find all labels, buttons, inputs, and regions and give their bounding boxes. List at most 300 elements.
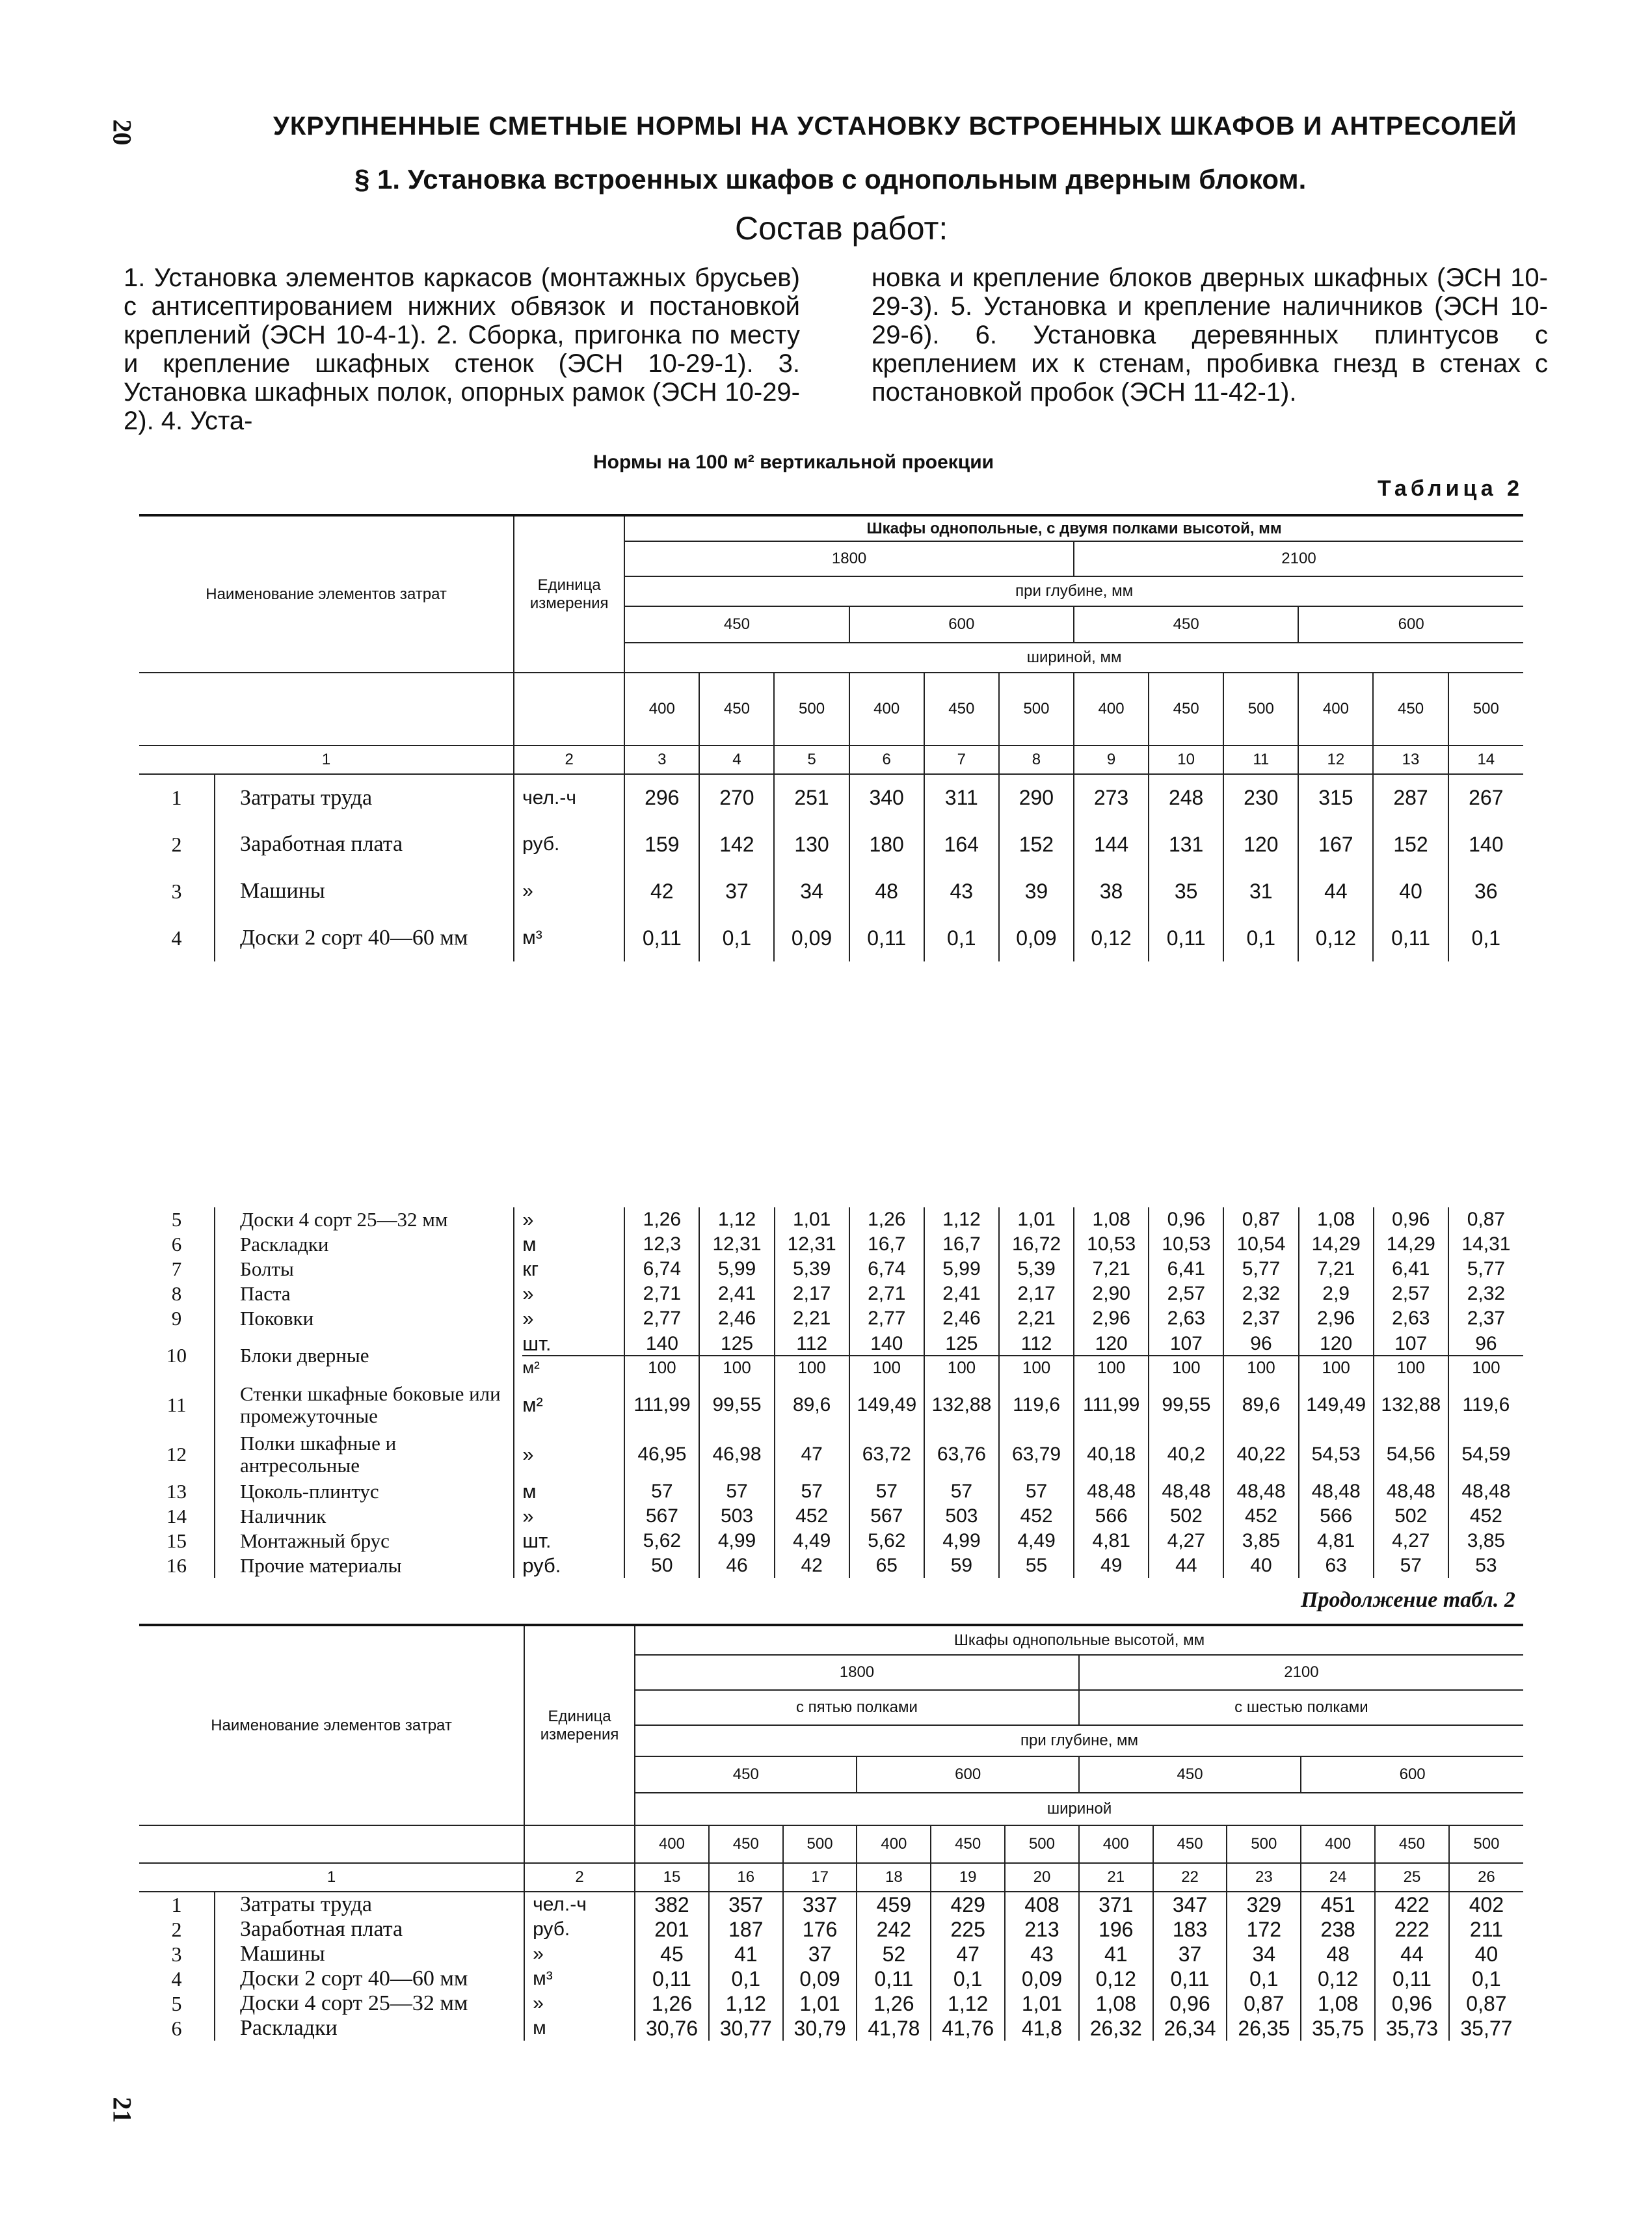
- row-unit: »: [514, 1430, 624, 1479]
- cell-value: 12,31: [699, 1232, 774, 1257]
- cell-value: 230: [1223, 774, 1298, 821]
- cell-value: 99,55: [1149, 1380, 1223, 1430]
- cell-value: 0,11: [849, 915, 924, 961]
- row-name: Доски 2 сорт 40—60 мм: [215, 915, 514, 961]
- cell-value: 2,41: [924, 1282, 999, 1306]
- table-row: [139, 1991, 1523, 2016]
- height-header: 2100: [1079, 1655, 1523, 1690]
- unit-header: Единица измерения: [514, 515, 624, 673]
- column-number: 17: [783, 1863, 857, 1892]
- row-name: Доски 4 сорт 25—32 мм: [215, 1991, 524, 2016]
- cell-numerator: 120: [1320, 1333, 1353, 1354]
- row-name: Доски 4 сорт 25—32 мм: [215, 1207, 514, 1232]
- cell-value: [1223, 1331, 1298, 1380]
- cell-value: 46,95: [624, 1430, 699, 1479]
- cell-value: [924, 1331, 999, 1380]
- cell-value: 57: [1374, 1553, 1448, 1578]
- cell-value: 1,12: [709, 1991, 783, 2016]
- cell-value: 172: [1227, 1917, 1301, 1942]
- column-number: 11: [1223, 745, 1298, 774]
- cell-value: 41,78: [857, 2016, 931, 2041]
- cell-value: 2,46: [924, 1306, 999, 1331]
- row-name: Раскладки: [215, 1232, 514, 1257]
- table-row: [139, 1479, 1523, 1504]
- cell-value: 503: [924, 1504, 999, 1529]
- table-main: [139, 514, 1523, 961]
- cell-value: 1,01: [775, 1207, 849, 1232]
- row-name: Полки шкафные и антресольные: [215, 1430, 514, 1479]
- cell-value: 63: [1299, 1553, 1374, 1578]
- cell-value: 2,46: [699, 1306, 774, 1331]
- cell-value: 0,12: [1298, 915, 1373, 961]
- cell-value: 296: [624, 774, 699, 821]
- row-unit: шт.: [514, 1529, 624, 1553]
- row-name: Доски 2 сорт 40—60 мм: [215, 1966, 524, 1991]
- cell-value: 2,57: [1149, 1282, 1223, 1306]
- table-main-continued: [139, 1207, 1523, 1578]
- cell-value: 429: [931, 1892, 1005, 1917]
- cell-value: 459: [857, 1892, 931, 1917]
- cell-value: 5,62: [849, 1529, 924, 1553]
- cell-value: 311: [924, 774, 999, 821]
- cell-value: 14,29: [1374, 1232, 1448, 1257]
- column-number: 19: [931, 1863, 1005, 1892]
- cell-value: 273: [1074, 774, 1149, 821]
- row-number: 4: [171, 1966, 182, 1991]
- cell-denominator: 100: [1000, 1355, 1073, 1378]
- cell-value: 5,77: [1448, 1257, 1523, 1282]
- group-header: Шкафы однопольные, с двумя полками высотой, мм: [624, 515, 1523, 541]
- row-number: 10: [167, 1344, 187, 1367]
- cell-value: 57: [849, 1479, 924, 1504]
- cell-value: 0,11: [1153, 1966, 1227, 1991]
- cell-value: 0,11: [1375, 1966, 1449, 1991]
- cell-value: 48,48: [1149, 1479, 1223, 1504]
- row-name: Блоки дверные: [215, 1331, 514, 1380]
- row-number: 5: [171, 1991, 182, 2015]
- cell-value: 567: [849, 1504, 924, 1529]
- row-unit: м: [514, 1479, 624, 1504]
- cell-value: 30,77: [709, 2016, 783, 2041]
- width-value: 450: [924, 673, 999, 745]
- cell-value: 0,11: [635, 1966, 709, 1991]
- cell-value: [699, 1331, 774, 1380]
- cell-value: [1074, 1331, 1149, 1380]
- cell-value: 40: [1373, 868, 1448, 915]
- cell-value: 149,49: [849, 1380, 924, 1430]
- table-row: [139, 1282, 1523, 1306]
- width-value: 450: [699, 673, 774, 745]
- unit-value: шт.: [522, 1332, 552, 1355]
- cell-value: 3,85: [1223, 1529, 1298, 1553]
- cell-value: 0,87: [1449, 1991, 1523, 2016]
- cell-value: 290: [999, 774, 1074, 821]
- column-number: 18: [857, 1863, 931, 1892]
- row-unit: »: [514, 1282, 624, 1306]
- width-value: 400: [849, 673, 924, 745]
- cell-value: 41,8: [1005, 2016, 1079, 2041]
- cell-value: 1,26: [624, 1207, 699, 1232]
- table-row: [139, 1306, 1523, 1331]
- cell-value: [1448, 1331, 1523, 1380]
- cell-value: 0,1: [1227, 1966, 1301, 1991]
- cell-numerator: 107: [1394, 1333, 1428, 1354]
- cell-value: 6,41: [1374, 1257, 1448, 1282]
- width-value: 500: [1005, 1825, 1079, 1863]
- column-number: 15: [635, 1863, 709, 1892]
- cell-denominator: 100: [1299, 1355, 1373, 1378]
- cell-value: 337: [783, 1892, 857, 1917]
- row-unit: »: [524, 1942, 635, 1966]
- cell-value: 225: [931, 1917, 1005, 1942]
- row-name: Наличник: [215, 1504, 514, 1529]
- cell-value: 53: [1448, 1553, 1523, 1578]
- cell-value: 37: [783, 1942, 857, 1966]
- width-value: 500: [774, 673, 849, 745]
- cell-value: 44: [1298, 868, 1373, 915]
- cell-value: 0,11: [1373, 915, 1448, 961]
- cell-value: 35,75: [1301, 2016, 1375, 2041]
- row-number: 2: [171, 1917, 182, 1941]
- cell-value: 340: [849, 774, 924, 821]
- cell-value: 201: [635, 1917, 709, 1942]
- cell-value: 5,77: [1223, 1257, 1298, 1282]
- cell-value: 452: [1223, 1504, 1298, 1529]
- cell-denominator: 100: [1374, 1355, 1448, 1378]
- cell-value: 48: [1301, 1942, 1375, 1966]
- cell-value: 46,98: [699, 1430, 774, 1479]
- row-unit: м: [514, 1232, 624, 1257]
- cell-value: 0,11: [1149, 915, 1223, 961]
- cell-value: 4,99: [699, 1529, 774, 1553]
- column-number: 25: [1375, 1863, 1449, 1892]
- cell-value: 1,26: [857, 1991, 931, 2016]
- cell-value: 37: [699, 868, 774, 915]
- cell-value: 41: [709, 1942, 783, 1966]
- cell-value: 0,09: [774, 915, 849, 961]
- cell-value: 238: [1301, 1917, 1375, 1942]
- cell-value: 31: [1223, 868, 1298, 915]
- cell-value: 16,7: [849, 1232, 924, 1257]
- page-number-bottom: 21: [107, 2097, 137, 2123]
- cell-value: 38: [1074, 868, 1149, 915]
- cell-value: 34: [1227, 1942, 1301, 1966]
- column-number: 13: [1373, 745, 1448, 774]
- depth-header: при глубине, мм: [624, 576, 1523, 606]
- width-value: 400: [1074, 673, 1149, 745]
- cell-value: 1,26: [635, 1991, 709, 2016]
- depth-value: 600: [1298, 606, 1523, 643]
- width-value: 400: [1079, 1825, 1153, 1863]
- cell-value: [1149, 1331, 1223, 1380]
- table-row: [139, 868, 1523, 915]
- cell-value: 144: [1074, 821, 1149, 868]
- cell-numerator: 96: [1475, 1333, 1497, 1354]
- cell-value: 2,63: [1149, 1306, 1223, 1331]
- cell-value: 26,35: [1227, 2016, 1301, 2041]
- table-row: [139, 2016, 1523, 2041]
- column-number: 9: [1074, 745, 1149, 774]
- column-number: 24: [1301, 1863, 1375, 1892]
- width-value: 500: [783, 1825, 857, 1863]
- cell-value: 2,96: [1074, 1306, 1149, 1331]
- cell-value: 2,71: [624, 1282, 699, 1306]
- cell-value: 4,49: [775, 1529, 849, 1553]
- row-number: 14: [167, 1505, 187, 1527]
- cell-value: 42: [624, 868, 699, 915]
- cell-value: 63,79: [999, 1430, 1074, 1479]
- cell-value: 99,55: [699, 1380, 774, 1430]
- cell-value: 2,21: [999, 1306, 1074, 1331]
- table-row: [139, 1257, 1523, 1282]
- cell-value: 1,12: [931, 1991, 1005, 2016]
- cell-value: 119,6: [1448, 1380, 1523, 1430]
- group-header: Шкафы однопольные высотой, мм: [635, 1625, 1523, 1655]
- row-number: 4: [171, 926, 182, 950]
- column-number: 22: [1153, 1863, 1227, 1892]
- cell-value: 1,08: [1074, 1207, 1149, 1232]
- column-number: 4: [699, 745, 774, 774]
- width-value: 400: [1298, 673, 1373, 745]
- cell-value: 40,18: [1074, 1430, 1149, 1479]
- cell-value: 7,21: [1074, 1257, 1149, 1282]
- cell-value: 142: [699, 821, 774, 868]
- cell-value: 63,76: [924, 1430, 999, 1479]
- cell-value: 402: [1449, 1892, 1523, 1917]
- cell-value: 26,34: [1153, 2016, 1227, 2041]
- row-unit: »: [514, 1306, 624, 1331]
- cell-value: 149,49: [1299, 1380, 1374, 1430]
- table-row: [139, 1966, 1523, 1991]
- width-value: 500: [1227, 1825, 1301, 1863]
- cell-value: 35: [1149, 868, 1223, 915]
- cell-value: 5,99: [699, 1257, 774, 1282]
- cell-value: 10,54: [1223, 1232, 1298, 1257]
- cell-numerator: 112: [1020, 1333, 1052, 1354]
- depth-value: 450: [1079, 1756, 1301, 1793]
- width-value: 450: [1153, 1825, 1227, 1863]
- row-unit: м³: [524, 1966, 635, 1991]
- cell-value: [849, 1331, 924, 1380]
- cell-value: 152: [999, 821, 1074, 868]
- cell-value: 39: [999, 868, 1074, 915]
- cell-value: 1,01: [999, 1207, 1074, 1232]
- cell-value: 451: [1301, 1892, 1375, 1917]
- cell-denominator: 100: [1074, 1355, 1148, 1378]
- cell-value: 5,39: [775, 1257, 849, 1282]
- cell-value: 567: [624, 1504, 699, 1529]
- cell-value: 119,6: [999, 1380, 1074, 1430]
- cell-value: 566: [1299, 1504, 1374, 1529]
- cell-value: 44: [1149, 1553, 1223, 1578]
- row-unit: руб.: [514, 1553, 624, 1578]
- cell-value: 120: [1223, 821, 1298, 868]
- cell-value: 211: [1449, 1917, 1523, 1942]
- cell-value: 371: [1079, 1892, 1153, 1917]
- column-number: 10: [1149, 745, 1223, 774]
- norms-caption: Нормы на 100 м² вертикальной проекции: [593, 451, 994, 473]
- cell-value: 1,12: [699, 1207, 774, 1232]
- width-value: 500: [1449, 1825, 1523, 1863]
- column-number: 20: [1005, 1863, 1079, 1892]
- cell-value: 422: [1375, 1892, 1449, 1917]
- width-value: 400: [857, 1825, 931, 1863]
- width-header: шириной: [635, 1793, 1523, 1825]
- cell-value: 57: [699, 1479, 774, 1504]
- cell-numerator: 140: [645, 1333, 678, 1354]
- row-name: Машины: [215, 868, 514, 915]
- cell-value: 4,81: [1074, 1529, 1149, 1553]
- cell-value: 132,88: [924, 1380, 999, 1430]
- cell-value: 2,90: [1074, 1282, 1149, 1306]
- cell-value: 0,1: [709, 1966, 783, 1991]
- row-unit: чел.-ч: [524, 1892, 635, 1917]
- cell-value: 152: [1373, 821, 1448, 868]
- cell-value: 0,96: [1375, 1991, 1449, 2016]
- height-header: 1800: [624, 541, 1074, 576]
- cell-value: 4,81: [1299, 1529, 1374, 1553]
- row-name: Заработная плата: [215, 821, 514, 868]
- row-name: Монтажный брус: [215, 1529, 514, 1553]
- cell-value: 36: [1448, 868, 1523, 915]
- cell-value: 0,12: [1301, 1966, 1375, 1991]
- cell-value: 41: [1079, 1942, 1153, 1966]
- row-unit: »: [514, 1504, 624, 1529]
- cell-value: 4,27: [1149, 1529, 1223, 1553]
- cell-value: 502: [1149, 1504, 1223, 1529]
- cell-value: 382: [635, 1892, 709, 1917]
- row-unit: м²: [514, 1380, 624, 1430]
- cell-denominator: 100: [700, 1355, 773, 1378]
- width-value: 450: [1149, 673, 1223, 745]
- cell-value: 45: [635, 1942, 709, 1966]
- unit-header: Единица измерения: [524, 1625, 635, 1825]
- cell-value: 5,39: [999, 1257, 1074, 1282]
- cell-value: 2,96: [1299, 1306, 1374, 1331]
- cell-numerator: 96: [1250, 1333, 1272, 1354]
- row-number: 1: [171, 1892, 182, 1916]
- table-row: [139, 1504, 1523, 1529]
- width-value: 450: [1373, 673, 1448, 745]
- row-number: 6: [171, 1233, 182, 1255]
- cell-denominator: 100: [1449, 1355, 1523, 1378]
- cell-value: 54,56: [1374, 1430, 1448, 1479]
- cell-denominator: 100: [625, 1355, 699, 1378]
- table-row: [139, 915, 1523, 961]
- table-row: [139, 1380, 1523, 1430]
- cell-value: 0,87: [1448, 1207, 1523, 1232]
- cell-value: 54,53: [1299, 1430, 1374, 1479]
- cell-value: 0,87: [1227, 1991, 1301, 2016]
- cell-value: 0,1: [1448, 915, 1523, 961]
- cell-value: 2,32: [1448, 1282, 1523, 1306]
- cell-value: 0,09: [1005, 1966, 1079, 1991]
- cell-value: 2,37: [1223, 1306, 1298, 1331]
- row-number: 3: [171, 1942, 182, 1966]
- column-number: 14: [1448, 745, 1523, 774]
- cell-value: 2,77: [624, 1306, 699, 1331]
- cell-value: 47: [775, 1430, 849, 1479]
- cell-value: [624, 1331, 699, 1380]
- cell-value: 65: [849, 1553, 924, 1578]
- cell-value: 48,48: [1074, 1479, 1149, 1504]
- cell-value: 131: [1149, 821, 1223, 868]
- cell-value: 3,85: [1448, 1529, 1523, 1553]
- work-text-left: 1. Установка элементов каркасов (монтажных брусьев) с антисептированием нижних обвязок и постановкой креплений (ЭСН 10-4-1). 2. Сборка, пригонка по месту и крепление шкафных стенок (ЭСН 10-29-1). 3. Установка шкафных полок, опорных рамок (ЭСН 10-29-2). 4. Уста-: [124, 263, 800, 435]
- cell-value: 357: [709, 1892, 783, 1917]
- cell-value: 40,22: [1223, 1430, 1298, 1479]
- cell-value: 48,48: [1299, 1479, 1374, 1504]
- cell-value: 54,59: [1448, 1430, 1523, 1479]
- name-header: Наименование элементов затрат: [139, 1625, 524, 1825]
- cell-value: 213: [1005, 1917, 1079, 1942]
- row-unit: чел.-ч: [514, 774, 624, 821]
- cell-value: 287: [1373, 774, 1448, 821]
- cell-value: 4,49: [999, 1529, 1074, 1553]
- cell-numerator: 125: [720, 1333, 754, 1354]
- cell-value: 52: [857, 1942, 931, 1966]
- cell-denominator: 100: [1224, 1355, 1298, 1378]
- cell-denominator: 100: [925, 1355, 998, 1378]
- cell-value: 111,99: [624, 1380, 699, 1430]
- cell-value: 57: [924, 1479, 999, 1504]
- cell-value: 130: [774, 821, 849, 868]
- table-row: [139, 1553, 1523, 1578]
- cell-value: 0,11: [857, 1966, 931, 1991]
- cell-value: 452: [1448, 1504, 1523, 1529]
- row-name: Раскладки: [215, 2016, 524, 2041]
- cell-value: 0,12: [1074, 915, 1149, 961]
- table-row: [139, 774, 1523, 821]
- row-name: Болты: [215, 1257, 514, 1282]
- shelves-header: с пятью полками: [635, 1690, 1079, 1725]
- cell-value: 2,71: [849, 1282, 924, 1306]
- depth-value: 450: [624, 606, 849, 643]
- column-number: 2: [514, 745, 624, 774]
- width-value: 500: [1223, 673, 1298, 745]
- cell-value: 270: [699, 774, 774, 821]
- cell-value: 0,11: [624, 915, 699, 961]
- work-heading: Состав работ:: [735, 210, 948, 247]
- column-number: 23: [1227, 1863, 1301, 1892]
- cell-value: [1374, 1331, 1448, 1380]
- cell-value: 44: [1375, 1942, 1449, 1966]
- cell-value: 14,31: [1448, 1232, 1523, 1257]
- row-number: 1: [171, 786, 182, 809]
- row-number: 2: [171, 832, 182, 856]
- cell-value: 2,37: [1448, 1306, 1523, 1331]
- row-unit: [514, 1331, 624, 1380]
- cell-value: 2,41: [699, 1282, 774, 1306]
- cell-value: 26,32: [1079, 2016, 1153, 2041]
- depth-value: 450: [1074, 606, 1298, 643]
- cell-value: 0,09: [783, 1966, 857, 1991]
- cell-value: 41,76: [931, 2016, 1005, 2041]
- cell-value: 43: [1005, 1942, 1079, 1966]
- row-unit: м³: [514, 915, 624, 961]
- cell-value: 7,21: [1299, 1257, 1374, 1282]
- cell-value: 57: [999, 1479, 1074, 1504]
- cell-value: 2,21: [775, 1306, 849, 1331]
- cell-value: 40: [1223, 1553, 1298, 1578]
- width-value: 500: [999, 673, 1074, 745]
- cell-value: 12,3: [624, 1232, 699, 1257]
- column-number: 1: [139, 1863, 524, 1892]
- row-unit: кг: [514, 1257, 624, 1282]
- table-row: [139, 1331, 1523, 1380]
- cell-value: 6,41: [1149, 1257, 1223, 1282]
- row-unit: »: [514, 868, 624, 915]
